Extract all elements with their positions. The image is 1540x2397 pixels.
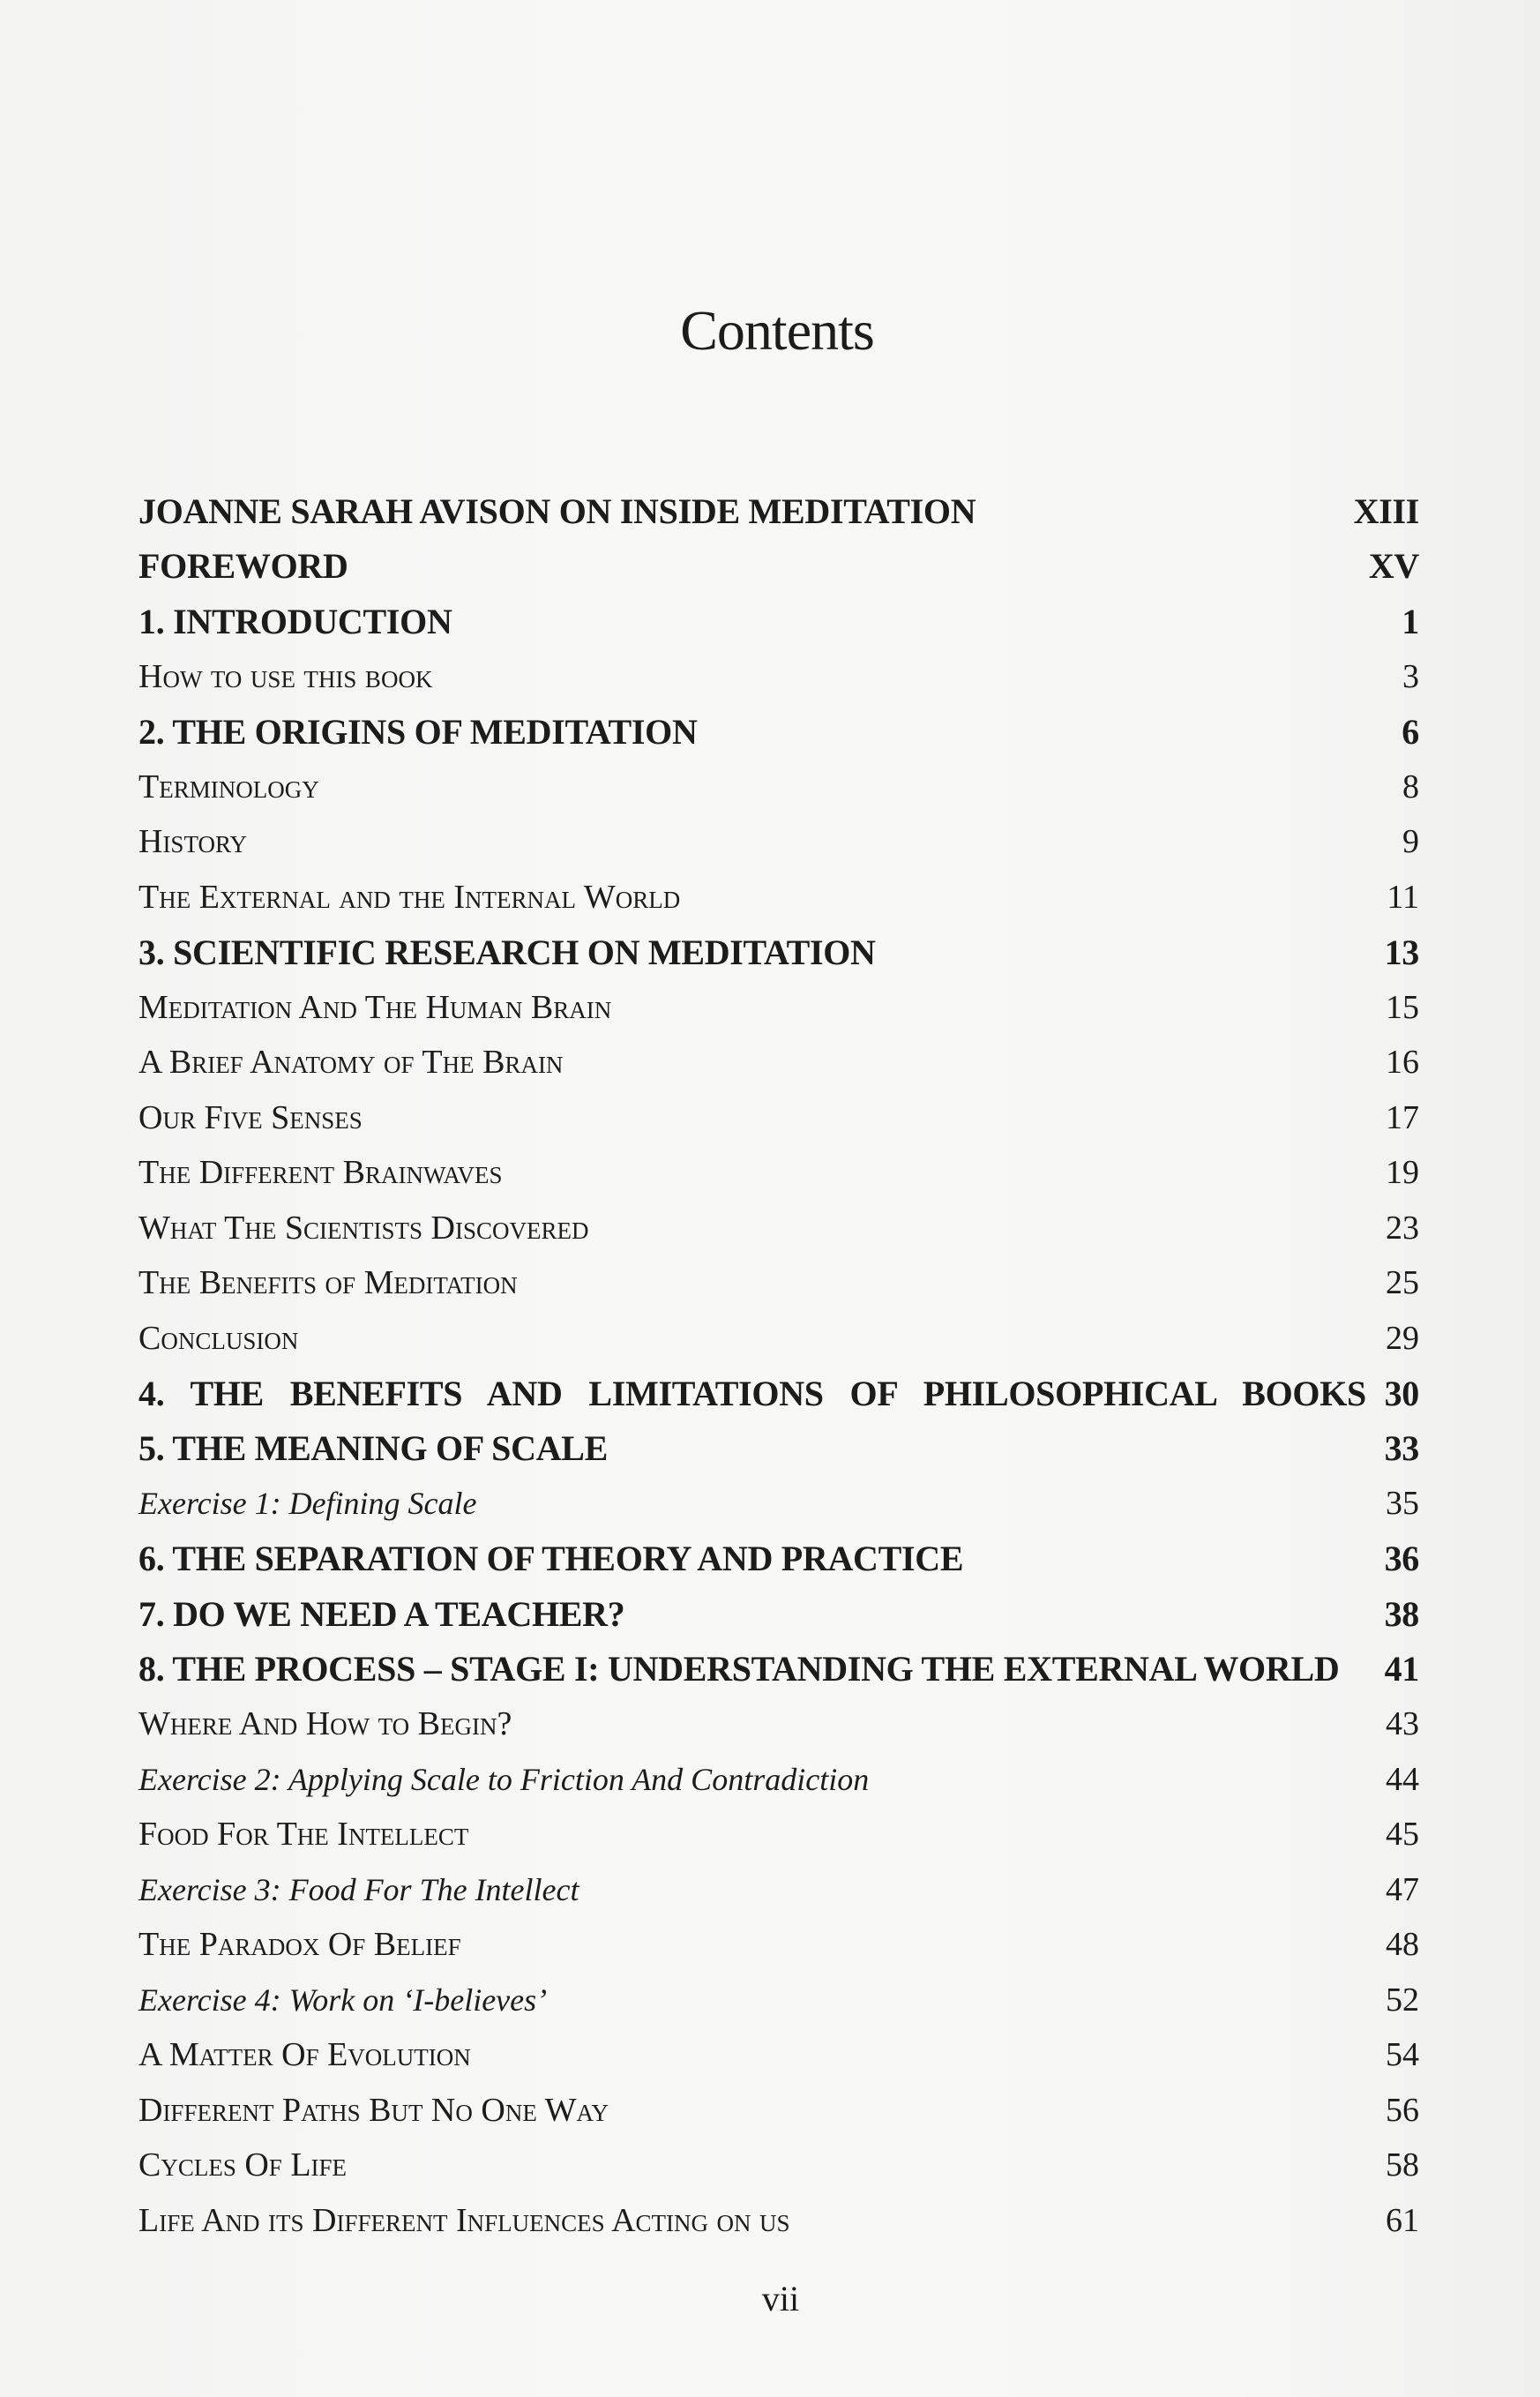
toc-entry (138, 1311, 1419, 1367)
toc-entry (138, 925, 1419, 980)
toc-entry (138, 1586, 1419, 1642)
page-number: vii (761, 2279, 800, 2318)
toc-entry-title: 2. THE ORIGINS OF MEDITATION (138, 711, 698, 752)
toc-entry-page: 29 (1386, 1319, 1419, 1357)
toc-entry (138, 483, 1419, 539)
page-title: Contents (680, 299, 874, 362)
toc-entry-page: 25 (1386, 1264, 1419, 1302)
toc-entry-title: Food For The Intellect (138, 1816, 469, 1854)
toc-entry-title: Different Paths But No One Way (138, 2091, 609, 2129)
toc-entry-title: Cycles Of Life (138, 2146, 348, 2184)
toc-entry-title: Terminology (138, 768, 319, 805)
toc-entry-title: Exercise 2: Applying Scale to Friction And Contradiction (138, 1761, 870, 1797)
toc-entry-title: 6. THE SEPARATION OF THEORY AND PRACTICE (138, 1539, 964, 1579)
toc-entry-page: 56 (1386, 2091, 1419, 2129)
toc-entry-page: 1 (1402, 601, 1419, 641)
toc-entry-title: Exercise 1: Defining Scale (138, 1486, 477, 1522)
toc-entry-title: Our Five Senses (138, 1098, 363, 1136)
toc-entry (138, 814, 1419, 870)
toc-entry (138, 1862, 1419, 1918)
toc-entry-page: 19 (1386, 1154, 1419, 1192)
toc-entry (138, 2138, 1419, 2193)
toc-entry-page: XIII (1353, 491, 1419, 531)
toc-entry-page: 45 (1386, 1816, 1419, 1854)
toc-entry (138, 1145, 1419, 1201)
toc-entry (138, 870, 1419, 925)
toc-entry (138, 1532, 1419, 1587)
toc-entry (138, 980, 1419, 1036)
toc-entry-title: A Matter Of Evolution (138, 2036, 471, 2074)
toc-entry-title: The Paradox Of Belief (138, 1926, 461, 1964)
toc-entry-page: 11 (1387, 878, 1419, 916)
toc-entry-title: What The Scientists Discovered (138, 1209, 589, 1247)
toc-entry (138, 1366, 1419, 1421)
toc-entry (138, 1917, 1419, 1973)
toc-entry-page: 16 (1386, 1044, 1419, 1082)
toc-entry-title: The Benefits of Meditation (138, 1264, 518, 1302)
toc-entry (138, 1973, 1419, 2028)
toc-entry-title: Where And How to Begin? (138, 1705, 512, 1743)
toc-entry-page: 3 (1402, 657, 1419, 695)
toc-entry-page: 30 (1384, 1373, 1419, 1413)
toc-entry (138, 594, 1419, 649)
toc-entry (138, 760, 1419, 815)
toc-entry-page: 36 (1384, 1539, 1419, 1579)
toc-entry (138, 1090, 1419, 1146)
toc-entry-title: Exercise 3: Food For The Intellect (138, 1871, 579, 1907)
toc-entry-page: 33 (1384, 1428, 1419, 1469)
toc-entry-title: JOANNE SARAH AVISON ON INSIDE MEDITATION (138, 491, 976, 531)
toc-entry-page: 9 (1402, 823, 1419, 861)
toc-entry-title: 1. INTRODUCTION (138, 601, 452, 641)
toc-entry-title: 7. DO WE NEED A TEACHER? (138, 1593, 625, 1634)
toc-entry-page: 48 (1386, 1926, 1419, 1964)
toc-entry (138, 1752, 1419, 1808)
toc-entry-page: 38 (1384, 1593, 1419, 1634)
toc-entry-page: 8 (1402, 768, 1419, 805)
toc-entry-page: 47 (1386, 1870, 1419, 1908)
toc-entry (138, 539, 1419, 595)
toc-entry-page: 43 (1386, 1705, 1419, 1743)
toc-entry-page: 41 (1384, 1649, 1419, 1689)
toc-entry-page: 15 (1386, 988, 1419, 1026)
toc-entry-page: 52 (1386, 1981, 1419, 2019)
toc-entry-title: A Brief Anatomy of The Brain (138, 1044, 564, 1082)
toc-entry-page: XV (1368, 546, 1419, 587)
toc-entry-title: Conclusion (138, 1319, 299, 1357)
table-of-contents (138, 483, 1419, 2248)
toc-entry (138, 1697, 1419, 1752)
toc-entry-page: 17 (1386, 1098, 1419, 1136)
toc-entry-title: 4. THE BENEFITS AND LIMITATIONS OF PHILOSOPHICAL BOOKS (138, 1373, 1366, 1413)
toc-entry-title: History (138, 823, 247, 861)
toc-entry (138, 2193, 1419, 2249)
toc-entry (138, 1807, 1419, 1862)
toc-entry-title: The Different Brainwaves (138, 1154, 503, 1192)
toc-entry (138, 704, 1419, 760)
toc-entry-page: 6 (1402, 711, 1419, 752)
toc-entry-title: How to use this book (138, 657, 433, 695)
toc-entry (138, 1476, 1419, 1532)
toc-entry-page: 23 (1386, 1209, 1419, 1247)
toc-entry (138, 1035, 1419, 1090)
toc-entry (138, 2027, 1419, 2083)
toc-entry-title: The External and the Internal World (138, 878, 681, 916)
toc-entry (138, 1201, 1419, 1256)
toc-entry-title: Exercise 4: Work on ‘I-believes’ (138, 1981, 548, 2018)
toc-entry (138, 649, 1419, 705)
toc-entry (138, 1642, 1419, 1697)
toc-entry-title: 8. THE PROCESS – STAGE I: UNDERSTANDING THE EXTERNAL WORLD (138, 1649, 1340, 1689)
toc-entry-page: 58 (1386, 2146, 1419, 2184)
toc-entry-page: 54 (1386, 2036, 1419, 2074)
toc-entry-title: 3. SCIENTIFIC RESEARCH ON MEDITATION (138, 932, 876, 972)
toc-entry-title: Meditation And The Human Brain (138, 988, 612, 1026)
toc-entry (138, 2083, 1419, 2139)
toc-entry-title: FOREWORD (138, 546, 348, 587)
toc-entry (138, 1255, 1419, 1311)
toc-entry-page: 35 (1386, 1485, 1419, 1523)
toc-entry-page: 13 (1384, 932, 1419, 972)
toc-entry-title: Life And its Different Influences Acting on us (138, 2201, 790, 2239)
toc-entry-page: 61 (1386, 2201, 1419, 2239)
toc-entry-page: 44 (1386, 1760, 1419, 1798)
toc-entry (138, 1421, 1419, 1477)
toc-entry-title: 5. THE MEANING OF SCALE (138, 1428, 609, 1469)
